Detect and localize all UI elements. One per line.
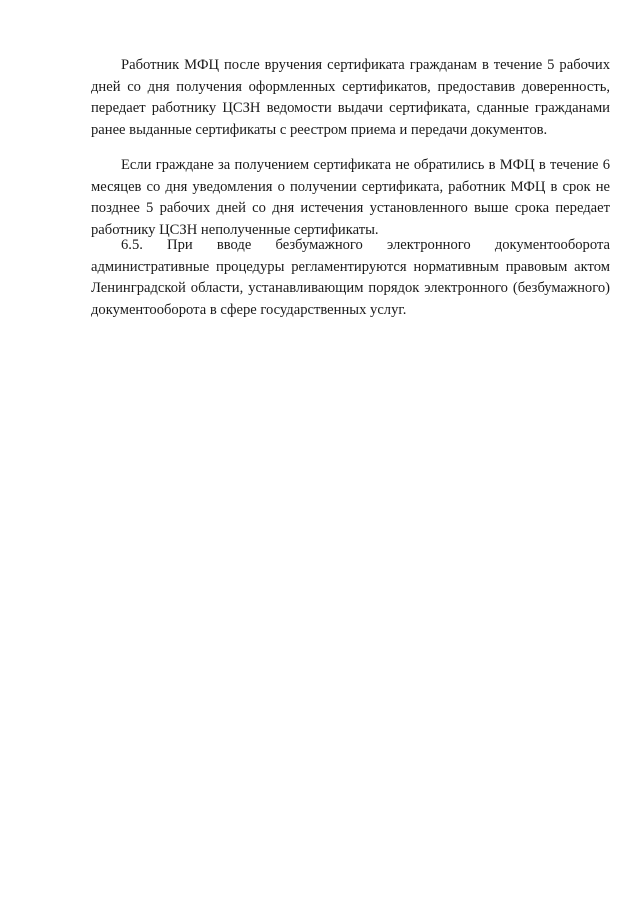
paragraph-unclaimed-certificates [91, 155, 610, 241]
paragraph-mfc-transfer [91, 55, 610, 141]
paragraph-text: Если граждане за получением сертификата не обратились в МФЦ в течение 6 месяцев со дня уведомления о получении сертификата, работник МФЦ в срок не позднее 5 рабочих дней со дня истечения установленного выше срока передает работнику ЦСЗН неполученные сертификаты. [91, 157, 610, 238]
paragraph-text: 6.5. При вводе безбумажного электронного документооборота административные процедуры регламентируются нормативным правовым актом Ленинградской области, устанавливающим порядок электронного (безбумажного) документооборота в сфере государственных услуг. [91, 237, 610, 318]
paragraph-text: Работник МФЦ после вручения сертификата гражданам в течение 5 рабочих дней со дня получения оформленных сертификатов, предоставив доверенность, передает работнику ЦСЗН ведомости выдачи сертификата, сданные гражданами ранее выданные сертификаты с реестром приема и передачи документов. [91, 57, 610, 138]
paragraph-section-6-5 [91, 235, 610, 321]
